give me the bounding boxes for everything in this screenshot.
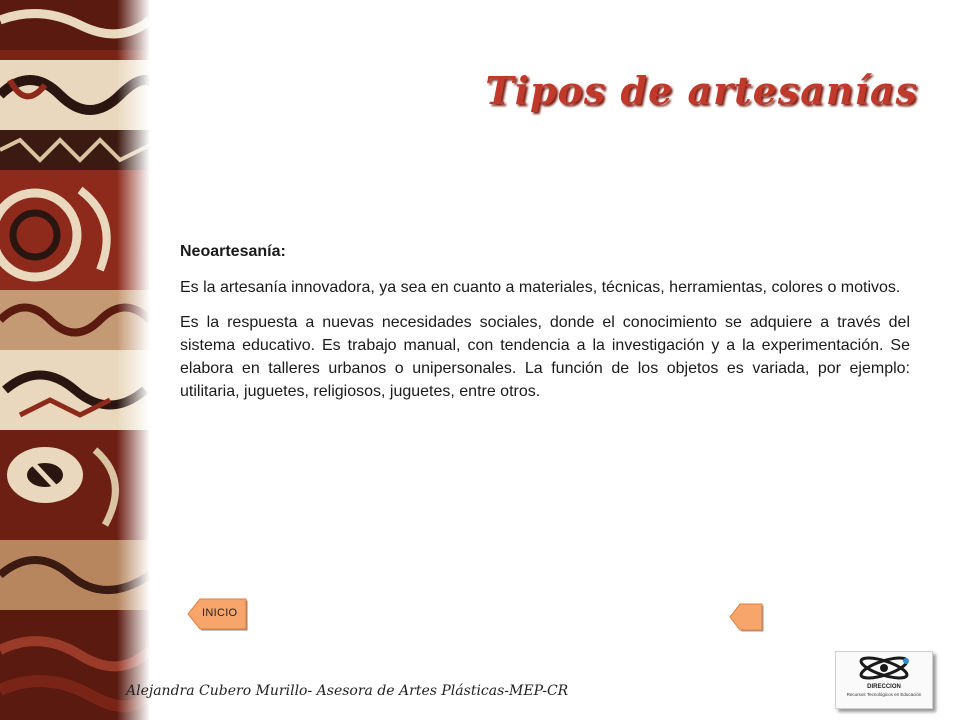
- slide-content: [180, 240, 910, 415]
- logo-subtitle: Recursos Tecnológicos en Educación: [846, 692, 922, 697]
- decorative-pottery-art: [0, 0, 150, 720]
- paragraph-description: Es la respuesta a nuevas necesidades sociales, donde el conocimiento se adquiere a través del sistema educativo. Es trabajo manual, con tendencia a la investigación y a la experimentación. Se elabora en talleres urbanos o unipersonales. La función de los objetos es variada, por ejemplo: utilitaria, juguetes, religiosos, juguetes, entre otros.: [180, 314, 910, 400]
- left-arrow-icon: [728, 602, 764, 632]
- author-credit: Alejandra Cubero Murillo- Asesora de Artes Plásticas-MEP-CR: [126, 683, 569, 699]
- inicio-label: INICIO: [202, 607, 238, 619]
- inicio-button[interactable]: [186, 597, 248, 631]
- logo-frame: [835, 651, 933, 709]
- back-button[interactable]: [728, 602, 764, 632]
- institution-logo: [835, 651, 937, 713]
- logo-title: DIRECCION: [867, 684, 901, 690]
- section-subheading: Neoartesanía:: [180, 243, 286, 260]
- slide-title: Tipos de artesanías: [485, 68, 918, 113]
- paragraph-definition: Es la artesanía innovadora, ya sea en cuanto a materiales, técnicas, herramientas, colores o motivos.: [180, 279, 901, 296]
- orbit-emblem-icon: [836, 652, 932, 686]
